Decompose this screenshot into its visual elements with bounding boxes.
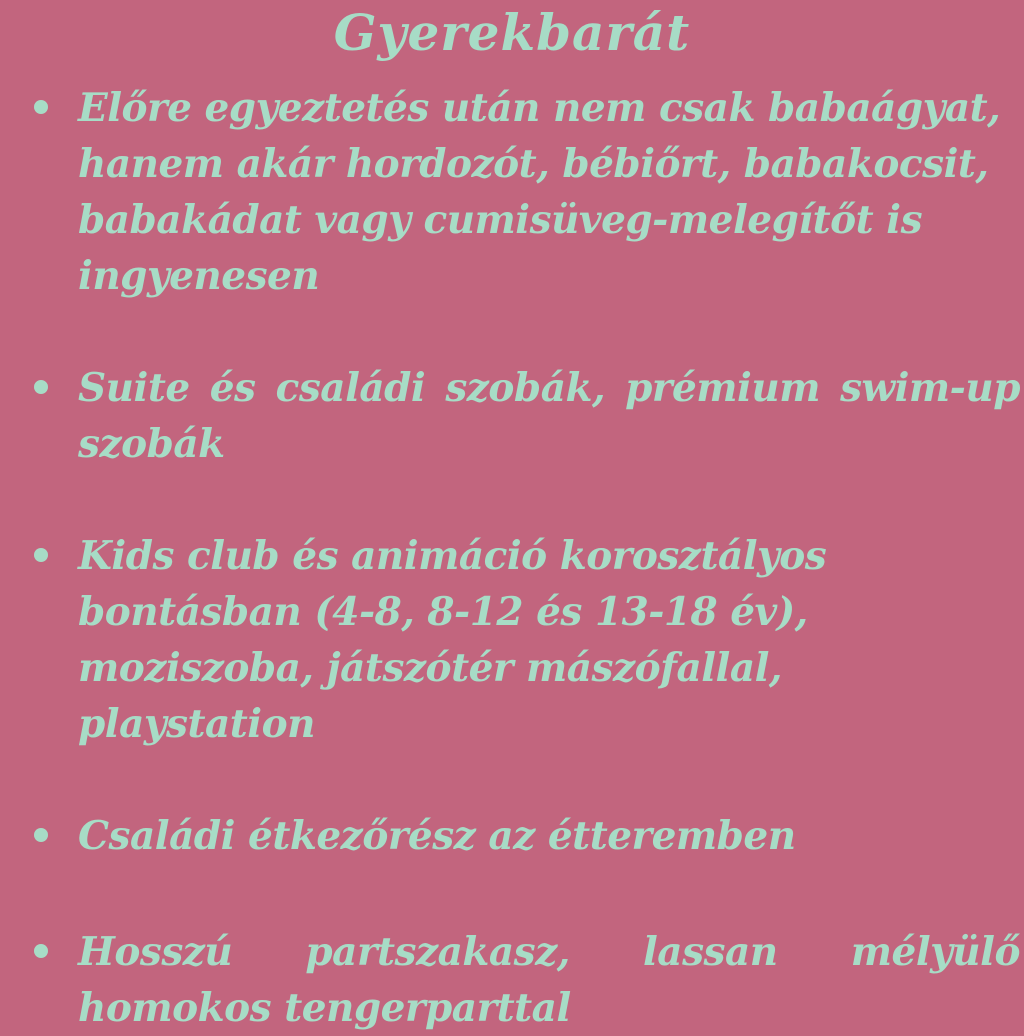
list-item bbox=[30, 808, 1020, 864]
feature-list bbox=[30, 80, 1020, 1036]
bullet-dot-icon bbox=[34, 828, 48, 842]
list-item-text: Előre egyeztetés után nem csak babaágyat, hanem akár hordozót, bébiőrt, babakocsit, babakádat vagy cumisüveg-melegítőt is ingyenesen bbox=[78, 85, 1001, 299]
bullet-dot-icon bbox=[34, 944, 48, 958]
bullet-dot-icon bbox=[34, 100, 48, 114]
list-item bbox=[30, 924, 1020, 1036]
list-item-text: Suite és családi szobák, prémium swim-up szobák bbox=[78, 365, 1020, 467]
list-item-text: Hosszú partszakasz, lassan mélyülő homokos tengerparttal bbox=[78, 929, 1020, 1031]
page-title: Gyerekbarát bbox=[333, 3, 691, 62]
list-item bbox=[30, 80, 1020, 304]
bullet-dot-icon bbox=[34, 380, 48, 394]
list-item bbox=[30, 360, 1020, 472]
list-item-text: Családi étkezőrész az étteremben bbox=[78, 813, 796, 859]
list-item-text: Kids club és animáció korosztályos bontásban (4-8, 8-12 és 13-18 év), moziszoba, játszótér mászófallal, playstation bbox=[78, 533, 827, 747]
bullet-dot-icon bbox=[34, 548, 48, 562]
list-item bbox=[30, 528, 1020, 752]
